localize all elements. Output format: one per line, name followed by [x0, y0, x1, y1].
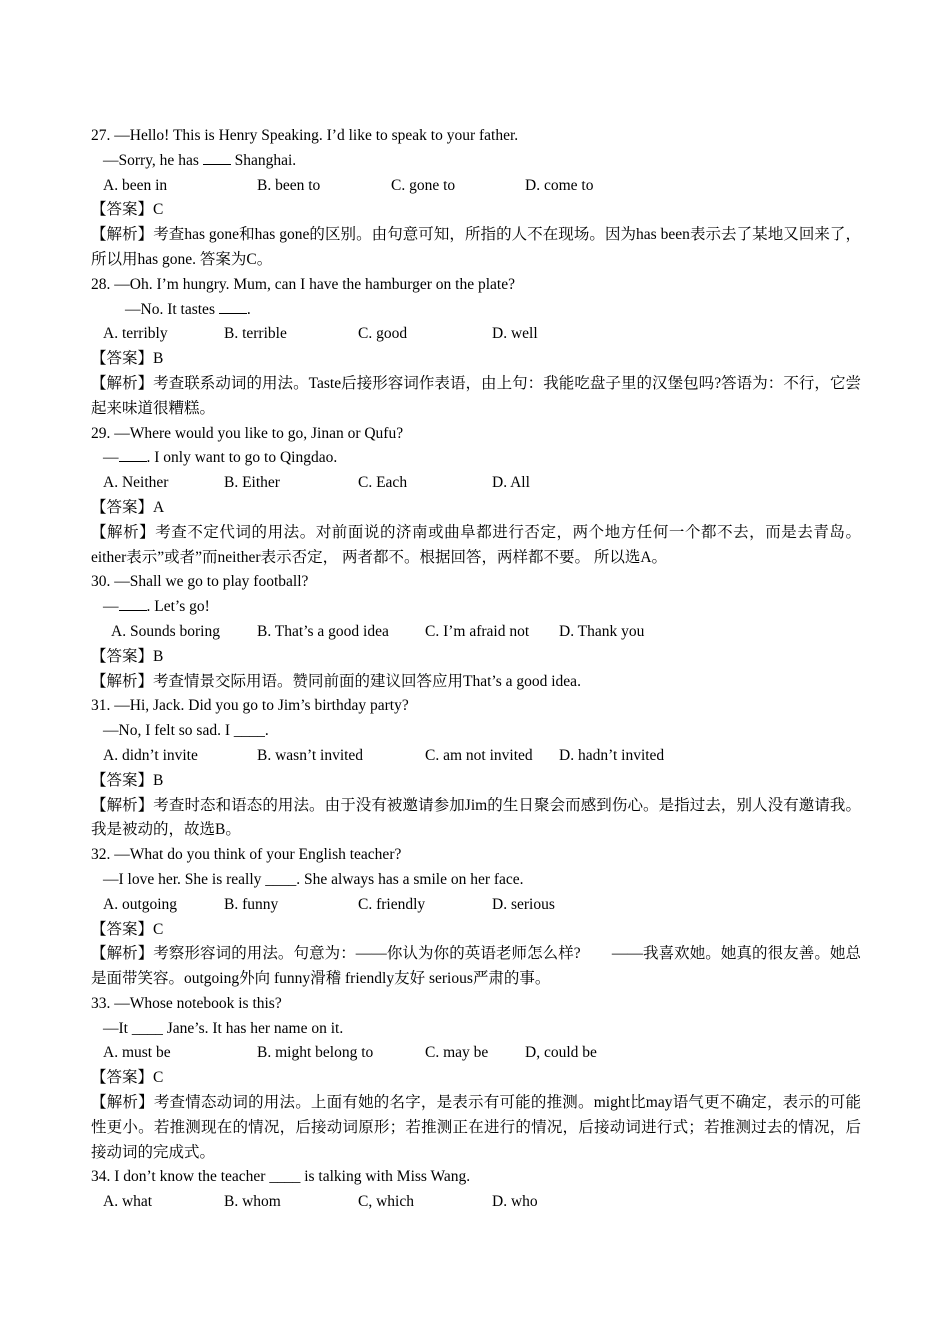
question-stem: 27. —Hello! This is Henry Speaking. I’d like to speak to your father. [91, 127, 519, 144]
question-response-line [91, 149, 861, 174]
response-text-before: — [103, 598, 119, 616]
options-row [91, 174, 861, 199]
question-stem: 30. —Shall we go to play football? [91, 573, 309, 591]
option-b: B. Either [224, 474, 280, 492]
options-row [91, 893, 861, 918]
option-d: D. All [492, 474, 530, 492]
option-b: B. wasn’t invited [257, 746, 364, 764]
options-row [91, 744, 861, 769]
option-c: C. good [358, 325, 408, 343]
answer-blank [203, 150, 231, 165]
answer-key: 【答案】C [91, 201, 164, 219]
question-q27 [91, 124, 861, 273]
option-c: C. may be [425, 1044, 489, 1062]
option-a: A. terribly [103, 325, 168, 343]
analysis-text: 【解析】考查不定代词的用法。对前面说的济南或曲阜都进行否定，两个地方任何一个都不去，而是去青岛。 either表示”或者”而neither表示否定， 两者都不。根据回答，两样都不要。 所以选A。 [91, 523, 861, 566]
analysis-text: 【解析】考查联系动词的用法。Taste后接形容词作表语，由上句：我能吃盘子里的汉堡包吗?答语为：不行，它尝起来味道很糟糕。 [91, 374, 861, 417]
question-q28 [91, 273, 861, 422]
response-text-after: Shanghai. [230, 151, 297, 169]
question-q30 [91, 570, 861, 694]
option-a: A. Sounds boring [111, 622, 220, 640]
options-row [91, 322, 861, 347]
question-response-line: —No, I felt so sad. I ____. [103, 722, 269, 740]
analysis-text: 【解析】考查情景交际用语。赞同前面的建议回答应用That’s a good idea. [91, 672, 581, 690]
answer-key: 【答案】C [91, 920, 164, 938]
question-q33 [91, 992, 861, 1166]
question-stem: 29. —Where would you like to go, Jinan or Qufu? [91, 424, 404, 442]
options-row [91, 1190, 861, 1215]
answer-key: 【答案】B [91, 647, 164, 665]
option-d: D. hadn’t invited [559, 746, 665, 764]
options-row [91, 471, 861, 496]
question-q31 [91, 694, 861, 843]
analysis-text: 【解析】考查情态动词的用法。上面有她的名字，是表示有可能的推测。might比may语气更不确定，表示的可能性更小。若推测现在的情况，后接动词原形；若推测正在进行的情况，后接动词进行式；若推测过去的情况，后接动词的完成式。 [91, 1094, 861, 1161]
option-b: B. funny [224, 895, 279, 913]
question-stem: 31. —Hi, Jack. Did you go to Jim’s birthday party? [91, 697, 409, 715]
question-response-line [91, 298, 861, 323]
answer-key: 【答案】A [91, 498, 165, 516]
option-b: B. might belong to [257, 1044, 374, 1062]
option-a: A. didn’t invite [103, 746, 198, 764]
question-stem: 34. I don’t know the teacher ____ is talking with Miss Wang. [91, 1168, 471, 1186]
option-c: C. am not invited [425, 746, 533, 764]
analysis-text: 【解析】考查时态和语态的用法。由于没有被邀请参加Jim的生日聚会而感到伤心。是指过去，别人没有邀请我。我是被动的，故选B。 [91, 796, 861, 839]
question-stem: 33. —Whose notebook is this? [91, 994, 282, 1012]
question-list [91, 124, 861, 1215]
option-a: A. been in [103, 176, 168, 194]
answer-blank [119, 596, 147, 611]
response-text-before: —No. It tastes [125, 300, 219, 318]
answer-blank [119, 447, 147, 462]
option-b: B. That’s a good idea [257, 622, 389, 640]
option-d: D. serious [492, 895, 555, 913]
option-c: C. Each [358, 474, 408, 492]
question-stem: 32. —What do you think of your English teacher? [91, 846, 402, 864]
response-text-after: . Let’s go! [146, 598, 210, 616]
response-text-before: — [103, 449, 119, 467]
question-q29 [91, 422, 861, 571]
analysis-text: 【解析】考察形容词的用法。句意为：——你认为你的英语老师怎么样? ——我喜欢她。她真的很友善。她总是面带笑容。outgoing外向 funny滑稽 friendly友好 serious严肃的事。 [91, 945, 861, 988]
option-c: C, which [358, 1193, 414, 1211]
option-d: D, could be [525, 1044, 597, 1062]
option-d: D. well [492, 325, 538, 343]
option-a: A. Neither [103, 474, 169, 492]
answer-key: 【答案】B [91, 771, 164, 789]
option-a: A. what [103, 1193, 153, 1211]
answer-key: 【答案】C [91, 1069, 164, 1087]
option-c: C. gone to [391, 176, 456, 194]
option-a: A. outgoing [103, 895, 178, 913]
question-q34 [91, 1165, 861, 1215]
option-d: D. who [492, 1193, 538, 1211]
answer-blank [219, 299, 247, 314]
response-text-after: . I only want to go to Qingdao. [146, 449, 338, 467]
option-a: A. must be [103, 1044, 171, 1062]
options-row [91, 1041, 861, 1066]
option-b: B. been to [257, 176, 321, 194]
option-c: C. friendly [358, 895, 426, 913]
question-response-line [91, 446, 861, 471]
question-response-line: —I love her. She is really ____. She always has a smile on her face. [103, 870, 524, 888]
analysis-text: 【解析】考查has gone和has gone的区别。由句意可知，所指的人不在现场。因为has been表示去了某地又回来了，所以用has gone. 答案为C。 [91, 226, 861, 268]
option-c: C. I’m afraid not [425, 622, 530, 640]
options-row [91, 620, 861, 645]
option-b: B. whom [224, 1193, 281, 1211]
question-response-line: —It ____ Jane’s. It has her name on it. [103, 1019, 344, 1037]
response-text-after: . [246, 300, 251, 318]
question-response-line [91, 595, 861, 620]
option-b: B. terrible [224, 325, 287, 343]
question-q32 [91, 843, 861, 992]
question-stem: 28. —Oh. I’m hungry. Mum, can I have the hamburger on the plate? [91, 275, 515, 293]
response-text-before: —Sorry, he has [103, 151, 203, 169]
option-d: D. come to [525, 176, 594, 194]
option-d: D. Thank you [559, 622, 645, 640]
answer-key: 【答案】B [91, 350, 164, 368]
